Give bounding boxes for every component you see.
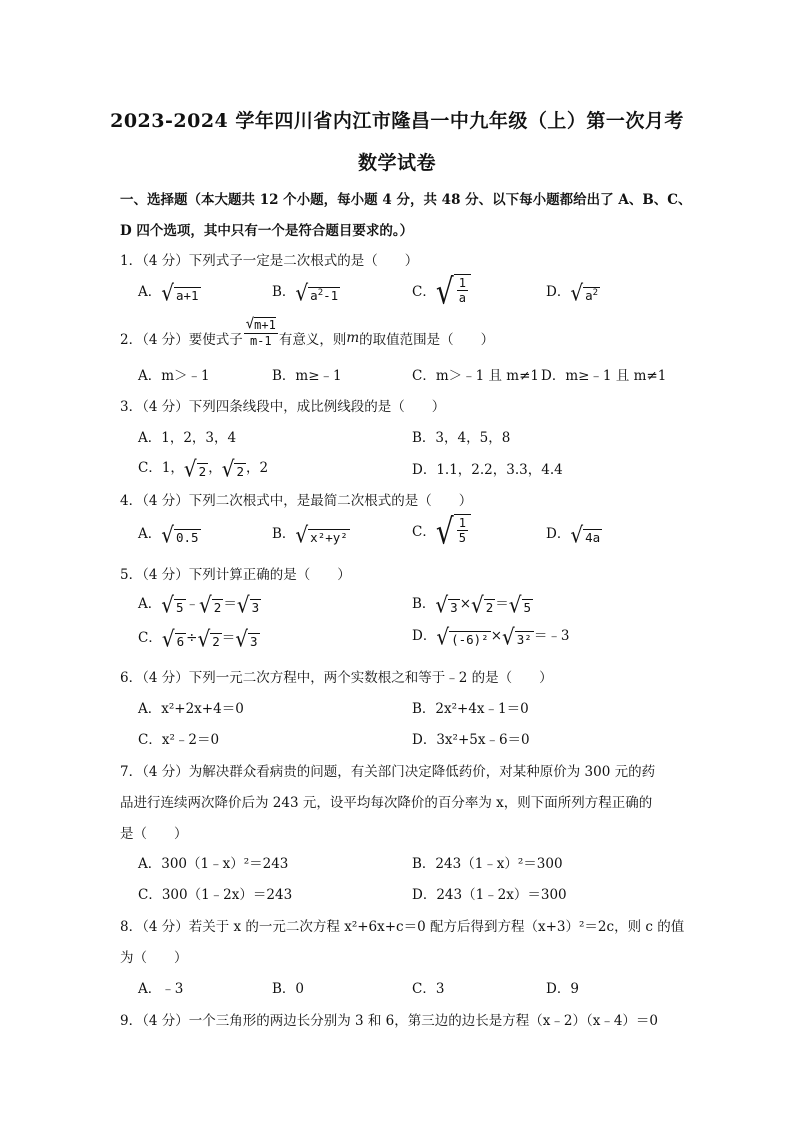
question-5-stem: 5．（4 分）下列计算正确的是（ ） [120, 567, 351, 583]
option-label: B． [412, 596, 436, 612]
question-2-stem [120, 316, 680, 354]
q8-option-c: C．3 [412, 981, 445, 997]
question-6-stem: 6．（4 分）下列一元二次方程中，两个实数根之和等于﹣2 的是（ ） [120, 670, 553, 686]
radicand: 3 [251, 599, 260, 615]
sqrt-symbol: √ a+1 [161, 279, 199, 306]
option-label: C． [412, 523, 436, 540]
q6-option-b: B．2x²+4x﹣1＝0 [412, 701, 529, 717]
stem-text: 有意义，则 [278, 332, 347, 349]
fraction-denominator: 5 [458, 531, 466, 546]
sqrt-symbol: √ 2 [197, 625, 220, 652]
section-heading: 一、选择题（本大题共 12 个小题，每小题 4 分，共 48 分、以下每小题都给出了 A、B、C、 [120, 192, 692, 208]
radicand: 6 [176, 633, 185, 649]
q5-option-c [138, 625, 260, 652]
sqrt-symbol: √ 2 [221, 455, 244, 482]
radicand: 3² [516, 631, 532, 647]
sqrt-symbol: √ 3 [435, 591, 458, 618]
sqrt-symbol: √ 3 [236, 591, 260, 618]
q1-option-c [412, 270, 471, 312]
radicand: 0.5 [176, 529, 199, 545]
radicand: 2 [485, 599, 494, 615]
operator: ＝ [221, 630, 236, 646]
radicand: (-6)² [451, 631, 489, 647]
q7-option-c: C．300（1﹣2x）＝243 [138, 887, 293, 903]
option-label: B． [272, 284, 296, 300]
sqrt-symbol: √ 5 [508, 591, 532, 618]
variable: m [346, 330, 360, 347]
sqrt-symbol: √ 3 [235, 625, 258, 652]
fraction-numerator: m+1 [254, 318, 276, 333]
radicand: 5 [523, 599, 532, 615]
q5-option-a [138, 591, 261, 618]
sqrt-symbol: √ 6 [161, 625, 185, 652]
q6-option-d: D．3x²+5x﹣6＝0 [412, 732, 530, 748]
q8-option-d: D．9 [546, 981, 579, 997]
sqrt-symbol: √ x²+y² [295, 521, 348, 548]
operator: ÷ [186, 630, 198, 646]
sqrt-symbol: √ 3² [502, 623, 532, 650]
radicand: x²+y² [310, 529, 348, 545]
exponent: 2 [592, 287, 599, 298]
q2-option-a: A．m＞﹣1 [138, 368, 210, 384]
stem-text: 的取值范围是（ ） [359, 332, 495, 349]
option-label: D． [546, 526, 571, 542]
q4-option-b [272, 521, 350, 548]
fraction-numerator: 1 [458, 516, 466, 530]
sqrt-symbol: √ (-6)² [436, 623, 489, 650]
option-label: A． [138, 596, 162, 612]
radicand: 3 [249, 633, 258, 649]
option-label: D． [546, 284, 571, 300]
radicand: 2 [212, 633, 220, 649]
option-text: C．1， [138, 460, 184, 476]
q1-option-d [546, 279, 600, 306]
sqrt-symbol: √ $a^2-1$ [295, 279, 339, 306]
radicand: 2 [213, 599, 222, 615]
fraction-numerator: 1 [458, 276, 466, 290]
question-7-line-1: 7．（4 分）为解决群众看病贵的问题，有关部门决定降低药价，对某种原价为 300 元的药 [120, 764, 656, 780]
q2-option-c: C．m＞﹣1 且 m≠1 [412, 368, 540, 384]
sqrt-symbol: √ $\frac{1}{5}$ [436, 514, 471, 546]
question-3-stem: 3．（4 分）下列四条线段中，成比例线段的是（ ） [120, 399, 446, 415]
radicand: 4a [585, 529, 601, 545]
option-label: D． [412, 628, 437, 644]
q7-option-a: A．300（1﹣x）²＝243 [138, 856, 289, 872]
q4-option-c [412, 510, 471, 552]
question-1-stem: 1．（4 分）下列式子一定是二次根式的是（ ） [120, 253, 419, 269]
q1-option-b [272, 279, 340, 306]
option-label: C． [412, 283, 436, 300]
q8-option-b: B．0 [272, 981, 305, 997]
exponent: 2 [317, 287, 324, 298]
sqrt-symbol: √ 4a [570, 521, 601, 548]
option-label: A． [138, 526, 162, 542]
operator: ﹣ [185, 596, 200, 612]
question-7-line-2: 品进行连续两次降价后为 243 元，设平均每次降价的百分率为 x，则下面所列方程正确的 [120, 795, 653, 811]
exam-title: 2023-2024 学年四川省内江市隆昌一中九年级（上）第一次月考 [110, 110, 684, 132]
separator: ， [208, 460, 222, 476]
sqrt-symbol: √ 2 [471, 591, 494, 618]
q3-option-a: A．1，2，3，4 [138, 430, 237, 446]
q2-option-d: D．m≥﹣1 且 m≠1 [541, 368, 667, 384]
q5-option-b [412, 591, 533, 618]
sqrt-symbol: √ $a^2$ [570, 279, 599, 306]
radicand: 2 [198, 463, 207, 479]
option-label: B． [272, 526, 296, 542]
question-9-line-1: 9．（4 分）一个三角形的两边长分别为 3 和 6，第三边的边长是方程（x﹣2）（x﹣4）＝0 [120, 1013, 659, 1029]
option-text: ，2 [245, 460, 269, 476]
radicand: a+1 [176, 287, 199, 303]
q1-option-a [138, 279, 201, 306]
operator: ＝ [495, 596, 509, 612]
q3-option-c [138, 455, 269, 482]
radicand: 5 [176, 599, 184, 615]
q7-option-d: D．243（1﹣2x）＝300 [412, 887, 567, 903]
radicand-base: a [585, 287, 593, 303]
exam-subtitle: 数学试卷 [357, 152, 436, 174]
option-label: A． [138, 284, 162, 300]
q7-option-b: B．243（1﹣x）²＝300 [412, 856, 563, 872]
sqrt-symbol: √ 2 [183, 455, 207, 482]
q8-option-a: A．﹣3 [138, 981, 184, 997]
radicand-tail: -1 [323, 287, 339, 303]
radicand-base: a [310, 287, 318, 303]
operator: ＝﹣3 [533, 628, 570, 644]
sqrt-symbol: √ 5 [161, 591, 184, 618]
fraction: √ m+1 m-1 [245, 316, 276, 348]
fraction-denominator: m-1 [249, 333, 272, 348]
q6-option-a: A．x²+2x+4＝0 [138, 701, 244, 717]
q3-option-b: B．3，4，5，8 [412, 430, 511, 446]
question-7-line-3: 是（ ） [120, 826, 188, 842]
question-4-stem: 4．（4 分）下列二次根式中，是最简二次根式的是（ ） [120, 493, 473, 509]
fraction-denominator: a [458, 291, 466, 306]
q2-option-b: B．m≥﹣1 [272, 368, 342, 384]
radicand: 2 [236, 463, 244, 479]
question-8-line-1: 8．（4 分）若关于 x 的一元二次方程 x²+6x+c＝0 配方后得到方程（x+3）²＝2c，则 c 的值 [120, 919, 685, 935]
radicand: 3 [450, 599, 458, 615]
q6-option-c: C．x²﹣2＝0 [138, 732, 220, 748]
section-heading-cont: D 四个选项，其中只有一个是符合题目要求的。） [120, 223, 414, 239]
operator: × [490, 628, 503, 644]
q3-option-d: D．1.1，2.2，3.3，4.4 [412, 462, 563, 478]
question-8-line-2: 为（ ） [120, 950, 188, 966]
sqrt-symbol: √ 2 [199, 591, 222, 618]
sqrt-symbol: √ 0.5 [161, 521, 199, 548]
stem-text: 2．（4 分）要使式子 [120, 332, 243, 349]
option-label: C． [138, 630, 162, 646]
operator: × [459, 596, 472, 612]
sqrt-symbol: √ $\frac{1}{a}$ [436, 274, 471, 306]
operator: ＝ [223, 596, 237, 612]
q5-option-d [412, 623, 570, 650]
q4-option-d [546, 521, 602, 548]
q4-option-a [138, 521, 201, 548]
